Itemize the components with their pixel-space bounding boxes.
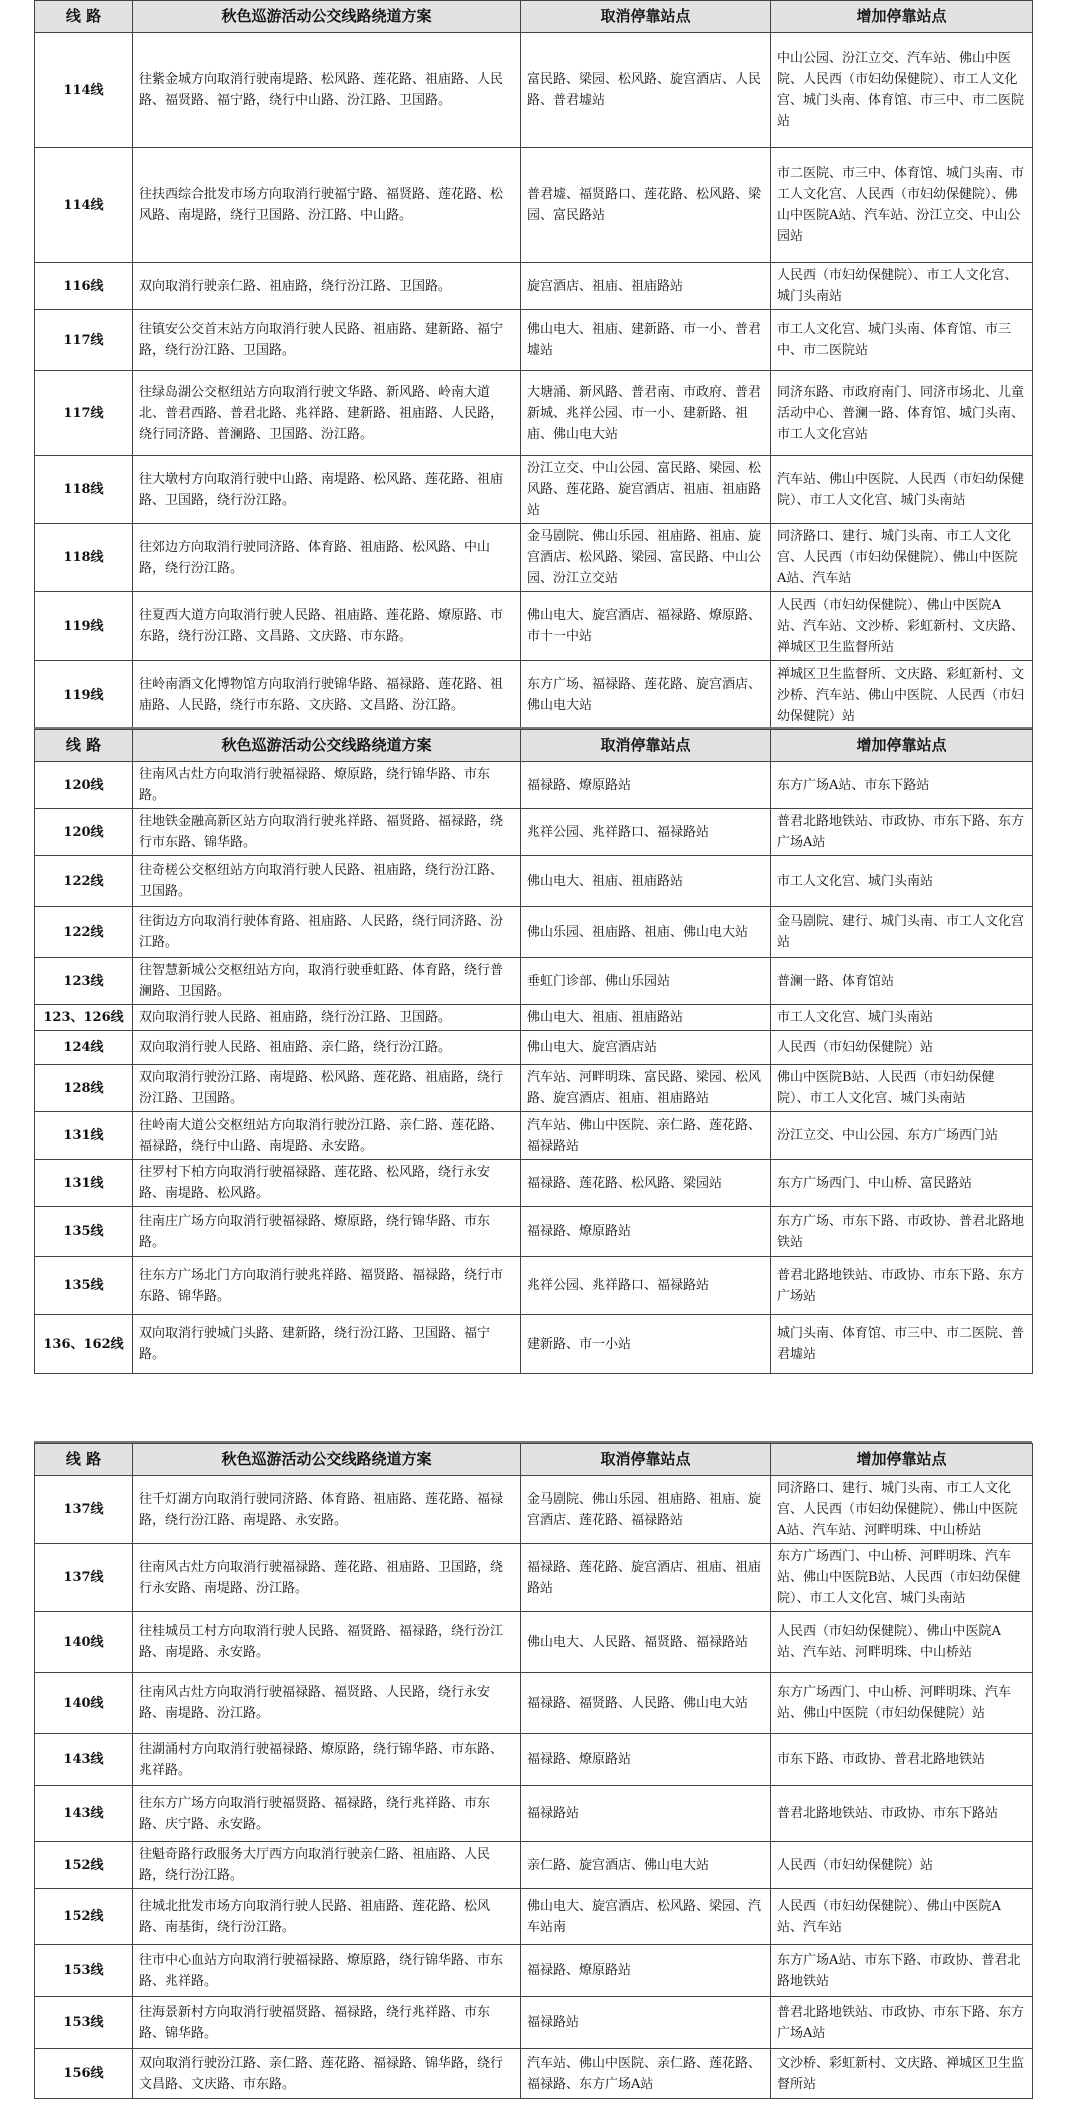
header-add: 增加停靠站点 <box>771 730 1033 762</box>
header-line: 线 路 <box>35 730 133 762</box>
line-cell: 137线 <box>35 1476 133 1544</box>
header-plan: 秋色巡游活动公交线路绕道方案 <box>133 1 521 33</box>
line-cell: 119线 <box>35 661 133 730</box>
detour-description-cell: 往南风古灶方向取消行驶福禄路、莲花路、祖庙路、卫国路，绕行永安路、南堤路、汾江路。 <box>133 1544 521 1612</box>
cancelled-stops-cell: 佛山电大、祖庙、祖庙路站 <box>521 856 771 907</box>
line-cell: 117线 <box>35 310 133 371</box>
line-cell: 131线 <box>35 1160 133 1207</box>
added-stops-cell: 人民西（市妇幼保健院）、佛山中医院A站、汽车站、文沙桥、彩虹新村、文庆路、禅城区卫生监督所站 <box>771 592 1033 661</box>
line-cell: 143线 <box>35 1734 133 1786</box>
added-stops-cell: 东方广场、市东下路、市政协、普君北路地铁站 <box>771 1207 1033 1257</box>
cancelled-stops-cell: 兆祥公园、兆祥路口、福禄路站 <box>521 1257 771 1315</box>
table-row <box>35 1315 1033 1374</box>
line-cell: 128线 <box>35 1065 133 1112</box>
cancelled-stops-cell: 福禄路站 <box>521 1997 771 2049</box>
detour-table-section-1 <box>34 0 1033 730</box>
line-cell: 118线 <box>35 456 133 524</box>
added-stops-cell: 东方广场西门、中山桥、富民路站 <box>771 1160 1033 1207</box>
detour-description-cell: 往地铁金融高新区站方向取消行驶兆祥路、福贤路、福禄路，绕行市东路、锦华路。 <box>133 809 521 856</box>
detour-description-cell: 往南风古灶方向取消行驶福禄路、福贤路、人民路，绕行永安路、南堤路、汾江路。 <box>133 1673 521 1734</box>
table-row <box>35 1476 1033 1544</box>
added-stops-cell: 市工人文化宫、城门头南站 <box>771 1005 1033 1031</box>
table-row <box>35 33 1033 148</box>
added-stops-cell: 东方广场A站、市东下路站 <box>771 762 1033 809</box>
detour-description-cell: 往魁奇路行政服务大厅西方向取消行驶亲仁路、祖庙路、人民路，绕行汾江路。 <box>133 1842 521 1889</box>
cancelled-stops-cell: 金马剧院、佛山乐园、祖庙路、祖庙、旋宫酒店、松风路、梁园、富民路、中山公园、汾江立交站 <box>521 524 771 592</box>
line-cell: 136、162线 <box>35 1315 133 1374</box>
added-stops-cell: 中山公园、汾江立交、汽车站、佛山中医院、人民西（市妇幼保健院）、市工人文化宫、城门头南、体育馆、市三中、市二医院站 <box>771 33 1033 148</box>
detour-description-cell: 双向取消行驶人民路、祖庙路，绕行汾江路、卫国路。 <box>133 1005 521 1031</box>
detour-description-cell: 双向取消行驶人民路、祖庙路、亲仁路，绕行汾江路。 <box>133 1031 521 1065</box>
added-stops-cell: 城门头南、体育馆、市三中、市二医院、普君墟站 <box>771 1315 1033 1374</box>
table-row <box>35 1160 1033 1207</box>
table-row <box>35 1734 1033 1786</box>
line-cell: 131线 <box>35 1112 133 1160</box>
detour-description-cell: 往南庄广场方向取消行驶福禄路、燎原路，绕行锦华路、市东路。 <box>133 1207 521 1257</box>
cancelled-stops-cell: 佛山电大、旋宫酒店站 <box>521 1031 771 1065</box>
line-cell: 140线 <box>35 1673 133 1734</box>
line-cell: 114线 <box>35 33 133 148</box>
table-row <box>35 661 1033 730</box>
table-row <box>35 1997 1033 2049</box>
table-header-row <box>35 1 1033 33</box>
cancelled-stops-cell: 福禄路、莲花路、松风路、梁园站 <box>521 1160 771 1207</box>
cancelled-stops-cell: 佛山电大、祖庙、祖庙路站 <box>521 1005 771 1031</box>
added-stops-cell: 同济东路、市政府南门、同济市场北、儿童活动中心、普澜一路、体育馆、城门头南、市工人文化宫站 <box>771 371 1033 456</box>
line-cell: 137线 <box>35 1544 133 1612</box>
cancelled-stops-cell: 东方广场、福禄路、莲花路、旋宫酒店、佛山电大站 <box>521 661 771 730</box>
table-row <box>35 1112 1033 1160</box>
table-row <box>35 263 1033 310</box>
table-header-row <box>35 730 1033 762</box>
line-cell: 152线 <box>35 1889 133 1945</box>
added-stops-cell: 同济路口、建行、城门头南、市工人文化宫、人民西（市妇幼保健院）、佛山中医院A站、汽车站、河畔明珠、中山桥站 <box>771 1476 1033 1544</box>
added-stops-cell: 汾江立交、中山公园、东方广场西门站 <box>771 1112 1033 1160</box>
header-add: 增加停靠站点 <box>771 1 1033 33</box>
header-line: 线 路 <box>35 1 133 33</box>
cancelled-stops-cell: 佛山电大、旋宫酒店、福禄路、燎原路、市十一中站 <box>521 592 771 661</box>
table-row <box>35 2049 1033 2099</box>
added-stops-cell: 普君北路地铁站、市政协、市东下路站 <box>771 1786 1033 1842</box>
table-row <box>35 1207 1033 1257</box>
table-row <box>35 148 1033 263</box>
table-row <box>35 310 1033 371</box>
added-stops-cell: 金马剧院、建行、城门头南、市工人文化宫站 <box>771 907 1033 958</box>
detour-description-cell: 往东方广场北门方向取消行驶兆祥路、福贤路、福禄路，绕行市东路、锦华路。 <box>133 1257 521 1315</box>
line-cell: 135线 <box>35 1207 133 1257</box>
added-stops-cell: 普君北路地铁站、市政协、市东下路、东方广场站 <box>771 1257 1033 1315</box>
detour-table-section-2 <box>34 729 1033 1374</box>
added-stops-cell: 同济路口、建行、城门头南、市工人文化宫、人民西（市妇幼保健院）、佛山中医院A站、汽车站 <box>771 524 1033 592</box>
detour-description-cell: 往海景新村方向取消行驶福贤路、福禄路，绕行兆祥路、市东路、锦华路。 <box>133 1997 521 2049</box>
table-row <box>35 1673 1033 1734</box>
detour-description-cell: 往东方广场方向取消行驶福贤路、福禄路，绕行兆祥路、市东路、庆宁路、永安路。 <box>133 1786 521 1842</box>
detour-description-cell: 往镇安公交首末站方向取消行驶人民路、祖庙路、建新路、福宁路，绕行汾江路、卫国路。 <box>133 310 521 371</box>
added-stops-cell: 文沙桥、彩虹新村、文庆路、禅城区卫生监督所站 <box>771 2049 1033 2099</box>
detour-description-cell: 往湖涌村方向取消行驶福禄路、燎原路，绕行锦华路、市东路、兆祥路。 <box>133 1734 521 1786</box>
line-cell: 156线 <box>35 2049 133 2099</box>
cancelled-stops-cell: 垂虹门诊部、佛山乐园站 <box>521 958 771 1005</box>
header-cancel: 取消停靠站点 <box>521 1444 771 1476</box>
cancelled-stops-cell: 福禄路、燎原路站 <box>521 1207 771 1257</box>
line-cell: 120线 <box>35 762 133 809</box>
table-row <box>35 1786 1033 1842</box>
line-cell: 153线 <box>35 1997 133 2049</box>
table-row <box>35 1889 1033 1945</box>
cancelled-stops-cell: 金马剧院、佛山乐园、祖庙路、祖庙、旋宫酒店、莲花路、福禄路站 <box>521 1476 771 1544</box>
added-stops-cell: 佛山中医院B站、人民西（市妇幼保健院）、市工人文化宫、城门头南站 <box>771 1065 1033 1112</box>
table-row <box>35 907 1033 958</box>
line-cell: 143线 <box>35 1786 133 1842</box>
line-cell: 123线 <box>35 958 133 1005</box>
detour-description-cell: 往扶西综合批发市场方向取消行驶福宁路、福贤路、莲花路、松风路、南堤路，绕行卫国路、汾江路、中山路。 <box>133 148 521 263</box>
line-cell: 122线 <box>35 907 133 958</box>
header-plan: 秋色巡游活动公交线路绕道方案 <box>133 730 521 762</box>
detour-description-cell: 往桂城员工村方向取消行驶人民路、福贤路、福禄路，绕行汾江路、南堤路、永安路。 <box>133 1612 521 1673</box>
header-line: 线 路 <box>35 1444 133 1476</box>
detour-description-cell: 往夏西大道方向取消行驶人民路、祖庙路、莲花路、燎原路、市东路，绕行汾江路、文昌路、文庆路、市东路。 <box>133 592 521 661</box>
cancelled-stops-cell: 福禄路、燎原路站 <box>521 1945 771 1997</box>
cancelled-stops-cell: 佛山电大、人民路、福贤路、福禄路站 <box>521 1612 771 1673</box>
cancelled-stops-cell: 佛山电大、祖庙、建新路、市一小、普君墟站 <box>521 310 771 371</box>
detour-description-cell: 往岭南大道公交枢纽站方向取消行驶汾江路、亲仁路、莲花路、福禄路，绕行中山路、南堤路、永安路。 <box>133 1112 521 1160</box>
added-stops-cell: 禅城区卫生监督所、文庆路、彩虹新村、文沙桥、汽车站、佛山中医院、人民西（市妇幼保健院）站 <box>771 661 1033 730</box>
line-cell: 152线 <box>35 1842 133 1889</box>
added-stops-cell: 东方广场A站、市东下路、市政协、普君北路地铁站 <box>771 1945 1033 1997</box>
header-plan: 秋色巡游活动公交线路绕道方案 <box>133 1444 521 1476</box>
line-cell: 120线 <box>35 809 133 856</box>
line-cell: 124线 <box>35 1031 133 1065</box>
cancelled-stops-cell: 佛山电大、旋宫酒店、松风路、梁园、汽车站南 <box>521 1889 771 1945</box>
detour-description-cell: 往紫金城方向取消行驶南堤路、松风路、莲花路、祖庙路、人民路、福贤路、福宁路，绕行中山路、汾江路、卫国路。 <box>133 33 521 148</box>
detour-description-cell: 双向取消行驶城门头路、建新路，绕行汾江路、卫国路、福宁路。 <box>133 1315 521 1374</box>
cancelled-stops-cell: 旋宫酒店、祖庙、祖庙路站 <box>521 263 771 310</box>
detour-description-cell: 往郊边方向取消行驶同济路、体育路、祖庙路、松风路、中山路，绕行汾江路。 <box>133 524 521 592</box>
detour-description-cell: 双向取消行驶汾江路、南堤路、松风路、莲花路、祖庙路，绕行汾江路、卫国路。 <box>133 1065 521 1112</box>
cancelled-stops-cell: 亲仁路、旋宫酒店、佛山电大站 <box>521 1842 771 1889</box>
detour-description-cell: 往岭南酒文化博物馆方向取消行驶锦华路、福禄路、莲花路、祖庙路、人民路，绕行市东路、文庆路、文昌路、汾江路。 <box>133 661 521 730</box>
table-row <box>35 1544 1033 1612</box>
cancelled-stops-cell: 建新路、市一小站 <box>521 1315 771 1374</box>
detour-table-section-3 <box>34 1443 1033 2099</box>
detour-description-cell: 往罗村下柏方向取消行驶福禄路、莲花路、松风路，绕行永安路、南堤路、松风路。 <box>133 1160 521 1207</box>
table-row <box>35 856 1033 907</box>
line-cell: 135线 <box>35 1257 133 1315</box>
cancelled-stops-cell: 福禄路、福贤路、人民路、佛山电大站 <box>521 1673 771 1734</box>
table-row <box>35 524 1033 592</box>
added-stops-cell: 东方广场西门、中山桥、河畔明珠、汽车站、佛山中医院B站、人民西（市妇幼保健院）、市工人文化宫、城门头南站 <box>771 1544 1033 1612</box>
added-stops-cell: 人民西（市妇幼保健院）站 <box>771 1842 1033 1889</box>
added-stops-cell: 普澜一路、体育馆站 <box>771 958 1033 1005</box>
cancelled-stops-cell: 福禄路、燎原路站 <box>521 762 771 809</box>
detour-description-cell: 往千灯湖方向取消行驶同济路、体育路、祖庙路、莲花路、福禄路，绕行汾江路、南堤路、永安路。 <box>133 1476 521 1544</box>
line-cell: 119线 <box>35 592 133 661</box>
cancelled-stops-cell: 汽车站、佛山中医院、亲仁路、莲花路、福禄路、东方广场A站 <box>521 2049 771 2099</box>
added-stops-cell: 普君北路地铁站、市政协、市东下路、东方广场A站 <box>771 1997 1033 2049</box>
added-stops-cell: 普君北路地铁站、市政协、市东下路、东方广场A站 <box>771 809 1033 856</box>
line-cell: 117线 <box>35 371 133 456</box>
cancelled-stops-cell: 大塘涌、新风路、普君南、市政府、普君新城、兆祥公园、市一小、建新路、祖庙、佛山电大站 <box>521 371 771 456</box>
table-row <box>35 1005 1033 1031</box>
added-stops-cell: 东方广场西门、中山桥、河畔明珠、汽车站、佛山中医院（市妇幼保健院）站 <box>771 1673 1033 1734</box>
line-cell: 140线 <box>35 1612 133 1673</box>
line-cell: 114线 <box>35 148 133 263</box>
table-row <box>35 1945 1033 1997</box>
cancelled-stops-cell: 福禄路站 <box>521 1786 771 1842</box>
detour-description-cell: 往市中心血站方向取消行驶福禄路、燎原路，绕行锦华路、市东路、兆祥路。 <box>133 1945 521 1997</box>
added-stops-cell: 市工人文化宫、城门头南站 <box>771 856 1033 907</box>
table-row <box>35 1031 1033 1065</box>
detour-description-cell: 往城北批发市场方向取消行驶人民路、祖庙路、莲花路、松风路、南基街，绕行汾江路。 <box>133 1889 521 1945</box>
added-stops-cell: 人民西（市妇幼保健院）站 <box>771 1031 1033 1065</box>
header-add: 增加停靠站点 <box>771 1444 1033 1476</box>
added-stops-cell: 人民西（市妇幼保健院）、佛山中医院A站、汽车站、河畔明珠、中山桥站 <box>771 1612 1033 1673</box>
line-cell: 123、126线 <box>35 1005 133 1031</box>
added-stops-cell: 人民西（市妇幼保健院）、市工人文化宫、城门头南站 <box>771 263 1033 310</box>
cancelled-stops-cell: 汽车站、河畔明珠、富民路、梁园、松风路、旋宫酒店、祖庙、祖庙路站 <box>521 1065 771 1112</box>
added-stops-cell: 市工人文化宫、城门头南、体育馆、市三中、市二医院站 <box>771 310 1033 371</box>
table-row <box>35 1612 1033 1673</box>
detour-description-cell: 往智慧新城公交枢纽站方向，取消行驶垂虹路、体育路，绕行普澜路、卫国路。 <box>133 958 521 1005</box>
cancelled-stops-cell: 富民路、梁园、松风路、旋宫酒店、人民路、普君墟站 <box>521 33 771 148</box>
detour-description-cell: 往大墩村方向取消行驶中山路、南堤路、松风路、莲花路、祖庙路、卫国路，绕行汾江路。 <box>133 456 521 524</box>
detour-description-cell: 往绿岛湖公交枢纽站方向取消行驶文华路、新风路、岭南大道北、普君西路、普君北路、兆祥路、建新路、祖庙路、人民路，绕行同济路、普澜路、卫国路、汾江路。 <box>133 371 521 456</box>
detour-description-cell: 往奇槎公交枢纽站方向取消行驶人民路、祖庙路，绕行汾江路、卫国路。 <box>133 856 521 907</box>
cancelled-stops-cell: 佛山乐园、祖庙路、祖庙、佛山电大站 <box>521 907 771 958</box>
cancelled-stops-cell: 福禄路、燎原路站 <box>521 1734 771 1786</box>
detour-description-cell: 往街边方向取消行驶体育路、祖庙路、人民路，绕行同济路、汾江路。 <box>133 907 521 958</box>
added-stops-cell: 市二医院、市三中、体育馆、城门头南、市工人文化宫、人民西（市妇幼保健院）、佛山中医院A站、汽车站、汾江立交、中山公园站 <box>771 148 1033 263</box>
table-header-row <box>35 1444 1033 1476</box>
cancelled-stops-cell: 兆祥公园、兆祥路口、福禄路站 <box>521 809 771 856</box>
detour-description-cell: 往南风古灶方向取消行驶福禄路、燎原路，绕行锦华路、市东路。 <box>133 762 521 809</box>
header-cancel: 取消停靠站点 <box>521 1 771 33</box>
added-stops-cell: 人民西（市妇幼保健院）、佛山中医院A站、汽车站 <box>771 1889 1033 1945</box>
added-stops-cell: 市东下路、市政协、普君北路地铁站 <box>771 1734 1033 1786</box>
table-row <box>35 1842 1033 1889</box>
table-row <box>35 371 1033 456</box>
table-row <box>35 456 1033 524</box>
cancelled-stops-cell: 汽车站、佛山中医院、亲仁路、莲花路、福禄路站 <box>521 1112 771 1160</box>
table-row <box>35 958 1033 1005</box>
line-cell: 153线 <box>35 1945 133 1997</box>
detour-description-cell: 双向取消行驶亲仁路、祖庙路，绕行汾江路、卫国路。 <box>133 263 521 310</box>
cancelled-stops-cell: 汾江立交、中山公园、富民路、梁园、松风路、莲花路、旋宫酒店、祖庙、祖庙路站 <box>521 456 771 524</box>
line-cell: 118线 <box>35 524 133 592</box>
table-row <box>35 762 1033 809</box>
cancelled-stops-cell: 普君墟、福贤路口、莲花路、松风路、梁园、富民路站 <box>521 148 771 263</box>
header-cancel: 取消停靠站点 <box>521 730 771 762</box>
table-row <box>35 592 1033 661</box>
table-row <box>35 1065 1033 1112</box>
line-cell: 122线 <box>35 856 133 907</box>
table-row <box>35 1257 1033 1315</box>
added-stops-cell: 汽车站、佛山中医院、人民西（市妇幼保健院）、市工人文化宫、城门头南站 <box>771 456 1033 524</box>
detour-description-cell: 双向取消行驶汾江路、亲仁路、莲花路、福禄路、锦华路，绕行文昌路、文庆路、市东路。 <box>133 2049 521 2099</box>
table-row <box>35 809 1033 856</box>
cancelled-stops-cell: 福禄路、莲花路、旋宫酒店、祖庙、祖庙路站 <box>521 1544 771 1612</box>
line-cell: 116线 <box>35 263 133 310</box>
